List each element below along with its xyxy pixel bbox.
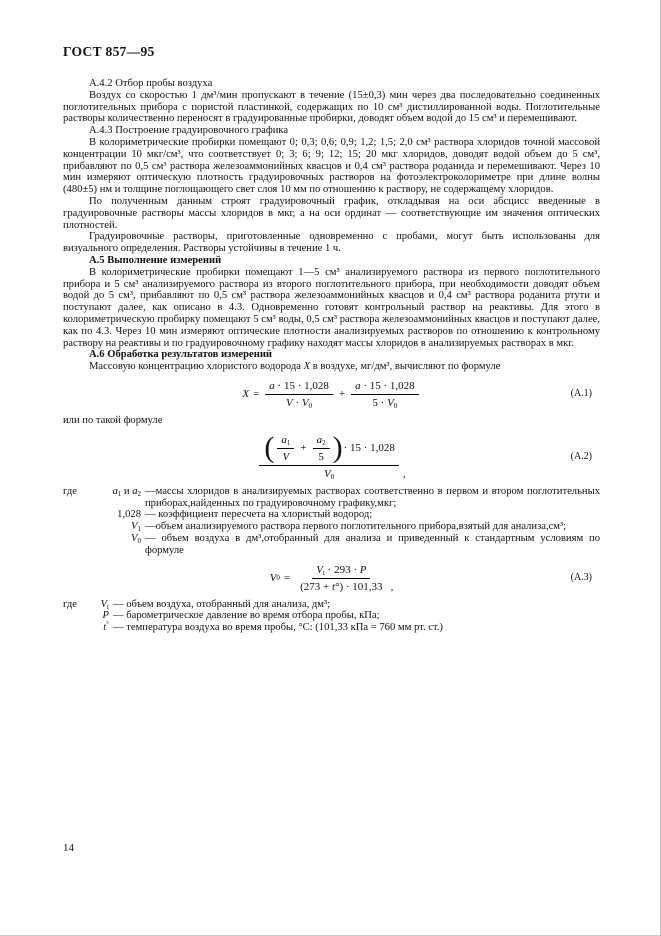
section-heading-a42: А.4.2 Отбор пробы воздуха	[89, 78, 213, 89]
section-heading-a5: А.5 Выполнение измерений	[89, 254, 222, 266]
definition-desc: — коэффициент пересчета на хлористый водород;	[145, 509, 373, 521]
outer-fraction: ( $\frac{a_1}{V}$ + $\frac{a_2}{5}$ ) · 15 · 1,028 $V_0$	[259, 434, 399, 480]
where-label: где	[63, 598, 77, 610]
multiplier-text: · 15 · 1,028	[343, 442, 395, 455]
comma: ,	[402, 467, 406, 480]
definition-term: $V_0$	[131, 532, 141, 545]
definition-row	[63, 622, 600, 634]
formula-label-a3: (А.3)	[570, 572, 592, 583]
page-number: 14	[63, 842, 74, 854]
text-span: в воздухе, мг/дм³, вычисляют по формуле	[310, 361, 501, 373]
definition-row	[63, 521, 600, 533]
definition-row	[63, 486, 600, 510]
definition-term: где $V_t$	[63, 598, 109, 611]
fraction: $\frac{a \cdot 15 \cdot 1,028}{5 \cdot V_0}$	[351, 380, 419, 409]
definition-row	[63, 599, 600, 611]
equals-sign: =	[253, 388, 260, 401]
definition-term: P	[102, 610, 109, 622]
definition-desc: — температура воздуха во время пробы, °С: (101,33 кПа = 760 мм рт. ст.)	[113, 622, 443, 634]
definition-row	[63, 533, 600, 557]
fraction: $\frac{V_t \cdot 293 \cdot P}{(273 + t^\circ) \cdot 101,33}$	[300, 563, 383, 593]
comma: ,	[390, 580, 394, 593]
section-heading-a6: А.6 Обработка результатов измерений	[89, 349, 273, 361]
document-title: ГОСТ 857—95	[63, 44, 155, 59]
where-label: где	[63, 485, 77, 497]
text-span: Массовую концентрацию хлористого водорода	[89, 361, 304, 373]
plus-sign: +	[338, 388, 346, 401]
definition-row	[63, 509, 600, 521]
fraction: $\frac{a \cdot 15 \cdot 1,028}{V \cdot V_0}$	[265, 380, 333, 409]
paragraph: По полученным данным строят градуировочный график, откладывая на оси абсцисс введенные в градуировочные растворы массы хлоридов в мкг, а на оси ординат — соответствующие им значения оптических плотностей.	[63, 195, 600, 231]
definition-desc: — объем воздуха, отобранный для анализа, дм³;	[113, 598, 331, 610]
definition-term: $V_1$	[131, 521, 141, 534]
definition-term: где $a_1$ и $a_2$	[63, 485, 141, 498]
definition-term: 1,028	[117, 509, 141, 521]
paragraph: В колориметрические пробирки помещают 1—5 см³ анализируемого раствора из первого поглотительного прибора и 5 см³ анализируемого раствора из второго поглотительного прибора, при необходимости доводят объем водой до 5 см³, прибавляют по 0,5 см³ раствора железоаммонийных квасцов и 0,4 см³ раствора роданита ртути и поступают далее, как описано в 4.3. Одновременно готовят контрольный раствор на реактивы. Для этого в колориметрическую пробирку помещают 5 см³ воды, 0,5 см³ раствора железоаммонийных квасцов и поступают далее, как по 4.3. Через 10 мин измеряют оптические плотности анализируемых растворов по отношению к контрольному раствору на реактивы и по градуировочному графику находят массы хлоридов в анализируемых растворах в мкг.	[63, 266, 600, 349]
formula-a1	[63, 380, 600, 409]
formula-label-a1: (А.1)	[570, 388, 592, 400]
variable-x: X	[303, 361, 311, 373]
fraction: $\frac{a_2}{5}$	[313, 434, 330, 463]
paragraph: Градуировочные растворы, приготовленные одновременно с пробами, могут быть использованы для визуального определения. Растворы устойчивы в течение 1 ч.	[63, 231, 600, 255]
formula-a3: V 0 = $\frac{V_t \cdot 293 \cdot P}{(273 + t^\circ) \cdot 101,33}$ , (А.3)	[269, 563, 592, 593]
definition-desc: — барометрическое давление во время отбора пробы, кПа;	[113, 610, 380, 622]
definition-desc: —объем анализируемого раствора первого поглотительного прибора,взятый для анализа,см³;	[145, 521, 567, 533]
fraction: $\frac{a_1}{V}$	[277, 434, 294, 463]
definition-term: t°	[103, 620, 109, 634]
formula-a2	[63, 431, 600, 481]
paragraph-formula-intro	[63, 361, 600, 373]
formula-label-a2: (А.2)	[570, 450, 592, 462]
equals-sign: =	[283, 572, 291, 584]
formula-lhs: X	[242, 388, 250, 401]
paragraph: В колориметрические пробирки помещают 0; 0,3; 0,6; 0,9; 1,2; 1,5; 2,0 см³ раствора хлоридов точной массовой концентрации 10 мкг/см³, что соответствует 0; 3; 6; 9; 12; 15; 20 мкг хлоридов, доводят водой объем до 5 см³, прибавляют по 0,5 см³ раствора железоаммонийных квасцов и 0,4 см³ раствора роданида и перемешивают. Через 10 мин измеряют оптическую плотность градуировочных растворов на фотоэлектроколориметре при длине волны (480±5) нм и толщине поглощающего свет слоя 10 мм по отношению к раствору, не содержащему хлоридов.	[63, 136, 600, 196]
plus-sign: +	[300, 442, 307, 455]
definition-desc: — объем воздуха в дм³,отобранный для анализа и приведенный к стандартным условиям по формуле	[145, 532, 600, 556]
document-body	[63, 78, 600, 634]
paragraph: Воздух со скоростью 1 дм³/мин пропускают в течение (15±0,3) мин через два последовательно соединенных поглотительных прибора с пористой пластинкой, содержащих по 10 см³ дистиллированной воды. Поглотительные растворы количественно переносят в градуированные пробирки, доводят объем водой до 15 см³ и перемешивают.	[63, 89, 600, 125]
definition-desc: —массы хлоридов в анализируемых растворах соответственно в первом и втором поглотительных приборах,найденных по градуировочному графику,мкг;	[145, 485, 600, 509]
section-heading-a43: А.4.3 Построение градуировочного графика	[89, 125, 289, 137]
paragraph-or-formula: или по такой формуле	[63, 414, 163, 426]
formula-lhs: V	[269, 572, 277, 584]
definition-row	[63, 610, 600, 622]
